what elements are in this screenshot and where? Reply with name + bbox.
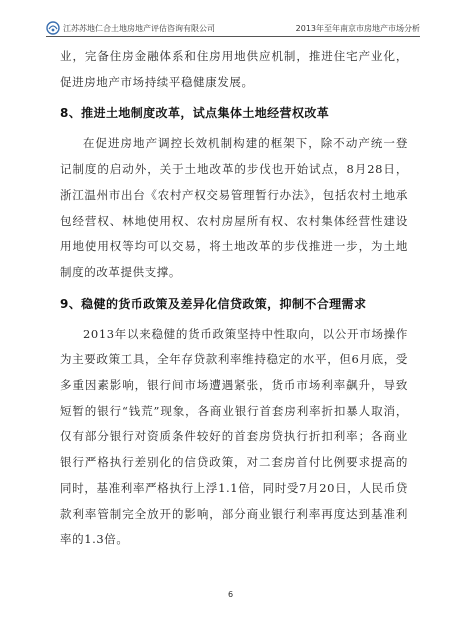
- paragraph-monetary-policy: 2013年以来稳健的货币政策坚持中性取向，以公开市场操作为主要政策工具，全年存贷款利率维持稳定的水平，但6月底，受多重因素影响，银行间市场遭遇紧张，货币市场利率飙升，导致短暂的银行“钱荒”现象，各商业银行首套房利率折扣暴人取消，仅有部分银行对资质条件较好的首套房贷执行折扣利率；各商业银行严格执行差别化的信贷政策，对二套房首付比例要求提高的同时，基准利率严格执行上浮1.1倍，同时受7月20日，人民币贷款利率管制完全放开的影响，部分商业银行利率再度达到基准利率的1.3倍。: [60, 326, 408, 547]
- header-company-name: 江苏苏地仁合土地房地产评估咨询有限公司: [63, 23, 215, 33]
- page-number: 6: [227, 590, 234, 599]
- page-body: [60, 44, 408, 553]
- paragraph-land-reform: 在促进房地产调控长效机制构建的框架下，除不动产统一登记制度的启动外，关于土地改革的步伐也开始试点，8月28日，浙江温州市出台《农村产权交易管理暂行办法》，包括农村土地承包经营权、林地使用权、农村房屋所有权、农村集体经营性建设用地使用权等均可以交易，将土地改革的步伐推进一步，为土地制度的改革提供支撑。: [60, 136, 408, 279]
- page-header: [46, 20, 420, 37]
- section-heading-8: 8、推进土地制度改革，试点集体土地经营权改革: [60, 106, 330, 121]
- header-report-title: 2013年至年南京市房地产市场分析: [295, 23, 420, 33]
- company-logo-icon: [46, 21, 60, 35]
- paragraph-continuation: 业，完备住房金融体系和住房用地供应机制，推进住宅产业化，促进房地产市场持续平稳健康发展。: [60, 49, 408, 89]
- header-left: [46, 21, 215, 35]
- section-heading-9: 9、稳健的货币政策及差异化信贷政策，抑制不合理需求: [60, 296, 367, 311]
